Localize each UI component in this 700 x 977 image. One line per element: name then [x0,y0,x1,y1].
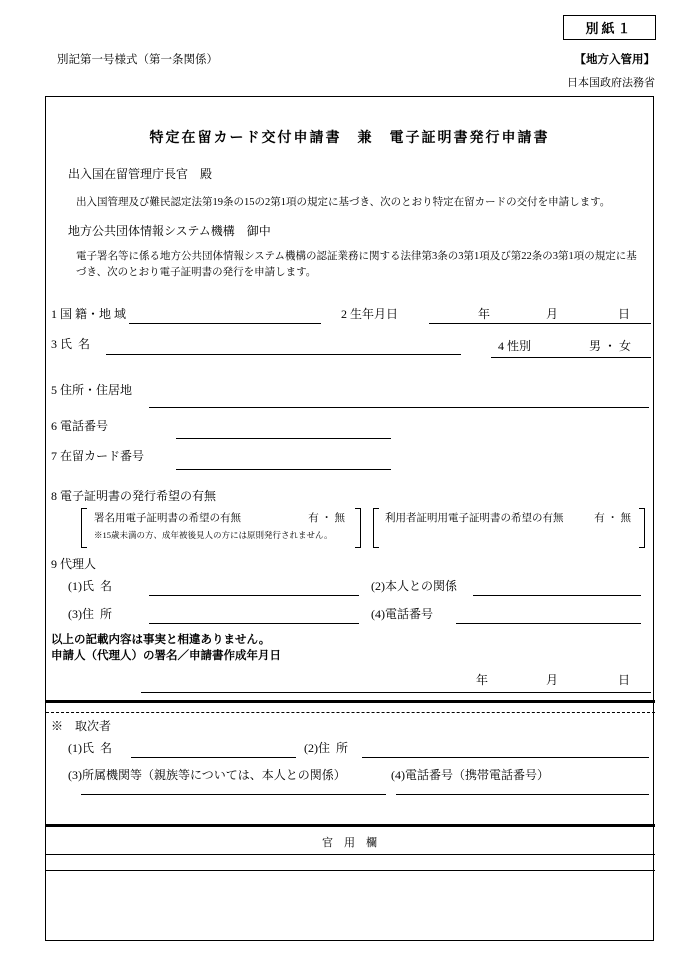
statement-residence-card: 出入国管理及び難民認定法第19条の15の2第1項の規定に基づき、次のとおり特定在留カードの交付を申請します。 [76,197,611,208]
agent-phone-label: (4)電話番号（携帯電話番号） [391,768,549,782]
user-cert-label: 利用者証明用電子証明書の希望の有無 [385,513,564,524]
form-title: 特定在留カード交付申請書 兼 電子証明書発行申請書 [149,131,550,146]
attachment-label: 別紙１ [585,21,634,36]
field9-label: 9 代理人 [51,557,97,571]
proxy-relation-input-line [473,595,641,596]
address-input-line [149,407,649,408]
form-border [45,96,654,941]
field6-label: 6 電話番号 [51,419,109,433]
field7-label: 7 在留カード番号 [51,449,145,463]
proxy-name-label: (1)氏 名 [68,579,112,593]
sex-input-line [491,357,651,358]
statement-certificate: 電子署名等に係る地方公共団体情報システム機構の認証業務に関する法律第3条の3第1項及び第22条の3第1項の規定に基づき、次のとおり電子証明書の発行を申請します。 [76,251,637,279]
sign-day-label: 日 [618,673,631,687]
agent-phone-input-line [396,794,649,795]
agent-org-label: (3)所属機関等（親族等については、本人との関係） [68,768,346,782]
agent-section-title: ※ 取次者 [51,719,112,733]
field1-label: 1 国 籍・地 域 [51,307,127,321]
signature-cert-label: 署名用電子証明書の希望の有無 [94,513,241,524]
signature-instruction: 申請人（代理人）の署名／申請書作成年月日 [51,650,281,662]
phone-input-line [176,438,391,439]
use-label: 【地方入管用】 [574,54,655,66]
birthdate-input-line [429,323,651,324]
proxy-phone-input-line [456,623,641,624]
declaration-statement: 以上の記載内容は事実と相違ありません。 [51,634,271,646]
sign-year-label: 年 [476,673,489,687]
proxy-address-label: (3)住 所 [68,607,112,621]
official-use-line-2 [46,870,655,871]
official-use-label: 官 用 欄 [322,837,377,849]
agent-address-input-line [362,757,649,758]
right-bracket [355,508,361,548]
official-use-divider-thick [46,824,655,827]
agent-name-input-line [131,757,296,758]
proxy-phone-label: (4)電話番号 [371,607,433,621]
left-bracket [81,508,87,548]
signature-cert-options: 有 ・ 無 [308,513,345,524]
birthdate-month-label: 月 [546,307,559,321]
proxy-relation-label: (2)本人との関係 [371,579,457,593]
form-code: 別記第一号様式（第一条関係） [57,54,218,66]
agent-address-label: (2)住 所 [304,741,348,755]
addressee-jlis: 地方公共団体情報システム機構 御中 [68,224,271,238]
proxy-name-input-line [149,595,359,596]
birthdate-day-label: 日 [618,307,631,321]
issuer: 日本国政府法務省 [567,77,655,89]
signature-input-line [141,692,651,693]
nationality-input-line [129,323,321,324]
field2-label: 2 生年月日 [341,307,399,321]
user-cert-options: 有 ・ 無 [594,513,631,524]
sign-month-label: 月 [546,673,559,687]
field4-label: 4 性別 [498,339,532,353]
user-cert-group [373,508,645,548]
official-use-line-1 [46,854,655,855]
right-bracket [639,508,645,548]
cut-line-dashed [46,712,655,713]
section-divider-thick [46,700,655,703]
attachment-label-box [563,15,656,40]
field5-label: 5 住所・住居地 [51,383,133,397]
agent-name-label: (1)氏 名 [68,741,112,755]
birthdate-year-label: 年 [478,307,491,321]
left-bracket [373,508,379,548]
field3-label: 3 氏 名 [51,337,91,351]
signature-cert-group [81,508,361,548]
field8-label: 8 電子証明書の発行希望の有無 [51,489,217,503]
agent-org-input-line [81,794,386,795]
sex-options: 男 ・ 女 [589,339,632,353]
addressee-immigration: 出入国在留管理庁長官 殿 [68,167,213,181]
name-input-line [106,354,461,355]
proxy-address-input-line [149,623,359,624]
signature-cert-note: ※15歳未満の方、成年被後見人の方には原則発行されません。 [94,530,333,540]
residence-card-number-input-line [176,469,391,470]
